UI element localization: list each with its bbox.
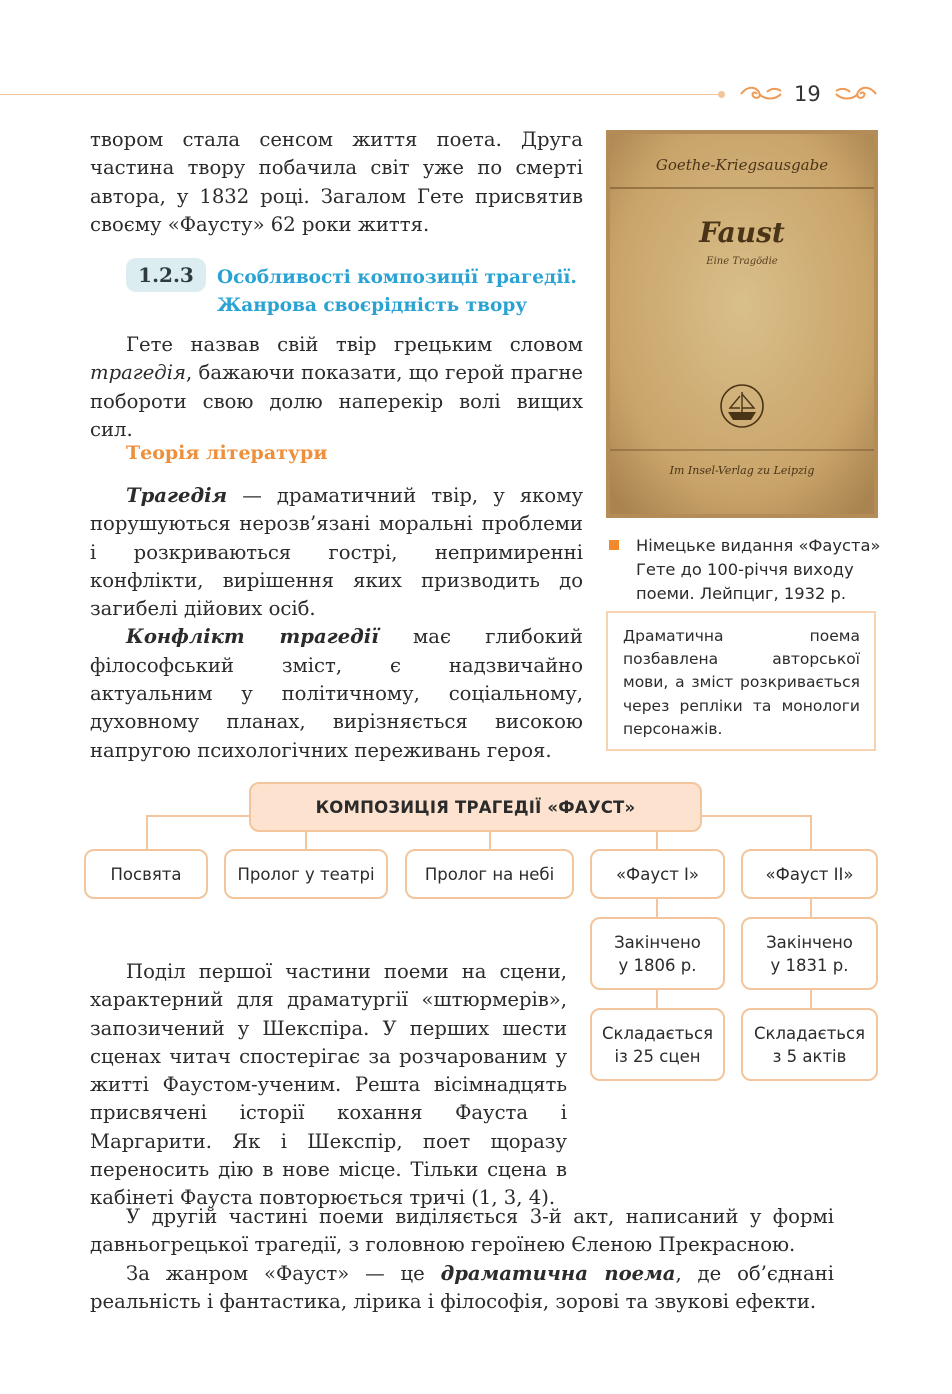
faust-2-finished bbox=[741, 917, 878, 990]
book-imprint: Im Insel-Verlag zu Leipzig bbox=[669, 464, 815, 477]
faust-book-cover-image bbox=[606, 130, 878, 518]
faust-1-consists-text: Складається із 25 сцен bbox=[601, 1023, 714, 1066]
section-title bbox=[217, 264, 597, 320]
diagram-item-dedication: Посвята bbox=[84, 849, 208, 899]
definition-tragedy-term: Трагедія bbox=[126, 484, 228, 507]
book-title: Faust bbox=[699, 216, 785, 249]
intro-paragraph bbox=[90, 126, 583, 239]
faust-2-consists bbox=[741, 1008, 878, 1081]
diagram-item-faust-2: «Фауст ІІ» bbox=[741, 849, 878, 899]
diagram-item-faust-1: «Фауст І» bbox=[590, 849, 725, 899]
page-number: 19 bbox=[794, 82, 821, 106]
definition-conflict-text: має глибокий філософський зміст, є надзвичайно актуальним у політичному, соціальному, духовному планах, вирізняється високою напругою психологічних переживань героя. bbox=[90, 625, 583, 762]
definition-tragedy-text: — драматичний твір, у якому порушуються нерозв’язані моральні проблеми і розкриваються гострі, непримиренні конфлікти, вирішення яких призводить до загибелі дійових осіб. bbox=[90, 484, 583, 621]
faust-1-consists bbox=[590, 1008, 725, 1081]
definitions-block bbox=[90, 482, 583, 765]
section-title-line1: Особливості композиції трагедії. bbox=[217, 267, 577, 288]
definition-conflict-term: Конфлікт трагедії bbox=[126, 625, 379, 649]
left-ornament-icon bbox=[737, 82, 785, 106]
goethe-text-start: Гете назвав свій твір грецьким словом bbox=[126, 333, 583, 356]
genre-text-end: , де об’єднані реальність і фантастика, лірика і філософія, зорові та звукові ефекти. bbox=[90, 1261, 835, 1313]
scenes-paragraph bbox=[90, 958, 567, 1213]
header-rule-dot bbox=[718, 91, 725, 98]
genre-paragraph bbox=[90, 1260, 834, 1317]
goethe-text-end: , бажаючи показати, що герой прагне побороти свою долю наперекір волі вищих сил. bbox=[90, 361, 583, 441]
note-box bbox=[606, 611, 876, 751]
faust-1-finished bbox=[590, 917, 725, 990]
diagram-item-prologue-heaven: Пролог на небі bbox=[405, 849, 574, 899]
section-title-line2: Жанрова своєрідність твору bbox=[217, 295, 528, 316]
closing-paragraphs bbox=[90, 1203, 834, 1316]
diagram-title: КОМПОЗИЦІЯ ТРАГЕДІЇ «ФАУСТ» bbox=[249, 782, 702, 832]
faust-2-finished-text: Закінчено у 1831 р. bbox=[766, 932, 853, 975]
theory-heading: Теорія літератури bbox=[126, 442, 328, 464]
goethe-paragraph bbox=[90, 331, 583, 444]
diagram-item-prologue-theatre: Пролог у театрі bbox=[224, 849, 388, 899]
genre-text-start: За жанром «Фауст» — це bbox=[126, 1261, 441, 1285]
faust-1-finished-text: Закінчено у 1806 р. bbox=[614, 932, 701, 975]
intro-text: твором стала сенсом життя поета. Друга частина твору побачила світ уже по смерті автора, у 1832 році. Загалом Гете присвятив своєму «Фаусту» 62 роки життя. bbox=[90, 128, 583, 236]
caption-text: Німецьке видання «Фауста» Гете до 100-річчя виходу поеми. Лейпциг, 1932 р. bbox=[636, 536, 881, 603]
part-two-text: У другій частині поеми виділяється 3-й акт, написаний у формі давньогрецької трагедії, з головною героїнею Єленою Прекрасною. bbox=[90, 1205, 834, 1257]
definition-tragedy bbox=[90, 482, 583, 623]
scenes-text: Поділ першої частини поеми на сцени, характерний для драматургії «штюрмерів», запозичений у Шекспіра. У перших шести сценах читач спостерігає за розчарованим у житті Фаустом-ученим. Решта вісімнадцять присвячені історії кохання Фауста і Маргарити. Як і Шекспір, поет щоразу переносить дію в нове місце. Тільки сцена в кабінеті Фауста повторюється тричі (1, 3, 4). bbox=[90, 960, 567, 1210]
header-rule bbox=[0, 94, 722, 95]
definition-conflict bbox=[90, 623, 583, 764]
genre-term: драматична поема bbox=[440, 1261, 676, 1285]
faust-2-consists-text: Складається з 5 актів bbox=[753, 1023, 866, 1066]
caption-bullet-icon bbox=[609, 540, 619, 550]
diagram-connector bbox=[146, 815, 148, 850]
section-number-badge: 1.2.3 bbox=[126, 258, 206, 292]
image-caption bbox=[612, 534, 882, 606]
right-ornament-icon bbox=[832, 82, 880, 106]
note-text: Драматична поема позбавлена авторської мови, а зміст розкривається через репліки та монологи персонажів. bbox=[623, 627, 860, 738]
book-publisher-line: Goethe-Kriegsausgabe bbox=[655, 156, 829, 174]
diagram-connector bbox=[810, 815, 812, 850]
term-tragedy-italic: трагедія bbox=[90, 361, 186, 385]
book-subtitle: Eine Tragödie bbox=[706, 256, 778, 267]
